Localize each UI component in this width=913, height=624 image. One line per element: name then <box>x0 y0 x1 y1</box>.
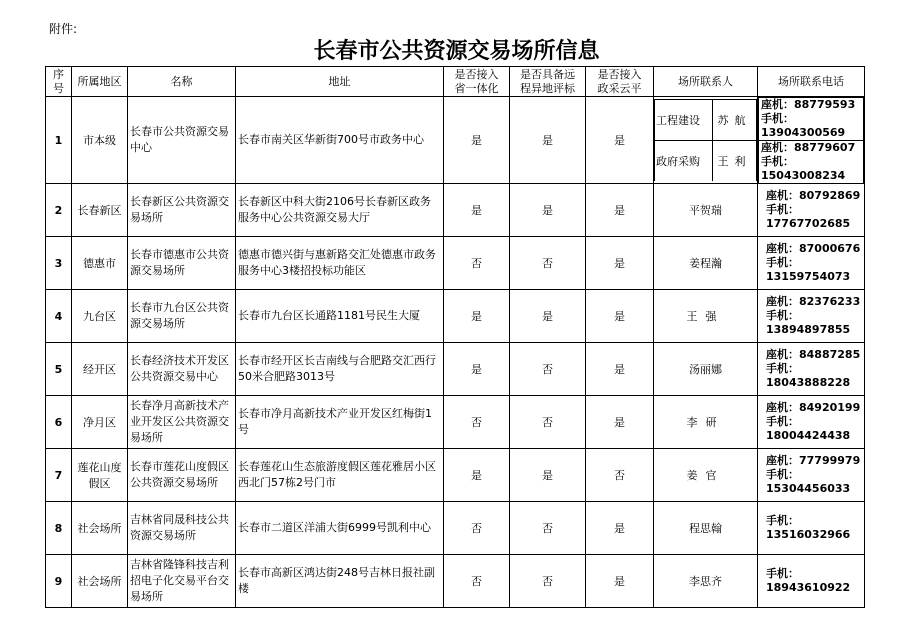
row-province: 否 <box>444 502 510 555</box>
mobile: 手机：18043888228 <box>766 362 851 389</box>
row-province: 否 <box>444 237 510 290</box>
table-row <box>46 555 865 608</box>
contact-person: 苏航 <box>713 100 757 141</box>
row-remote: 否 <box>510 343 586 396</box>
row-seq: 2 <box>46 184 72 237</box>
mobile: 手机：13516032966 <box>766 514 851 541</box>
row-seq: 7 <box>46 449 72 502</box>
row-phone <box>758 97 865 184</box>
row-name: 长春市公共资源交易中心 <box>128 97 236 184</box>
row-address: 德惠市德兴街与惠新路交汇处德惠市政务服务中心3楼招投标功能区 <box>236 237 444 290</box>
row-region: 市本级 <box>72 97 128 184</box>
header-remote-line1: 是否具备远 <box>520 67 575 81</box>
row-name: 长春净月高新技术产业开发区公共资源交易场所 <box>128 396 236 449</box>
table-row <box>46 502 865 555</box>
landline: 座机：88779607 <box>761 141 856 154</box>
row-cloud: 是 <box>586 237 654 290</box>
mobile: 手机：18004424438 <box>766 415 851 442</box>
row-seq: 5 <box>46 343 72 396</box>
row-phone <box>758 290 865 343</box>
row-contact: 李思齐 <box>654 555 758 608</box>
row-contact: 姜程瀚 <box>654 237 758 290</box>
row-phone <box>758 449 865 502</box>
contact-subtable <box>654 99 757 181</box>
header-cloud-line2: 政采云平 <box>597 81 642 95</box>
row-remote: 否 <box>510 396 586 449</box>
row-region: 莲花山度假区 <box>72 449 128 502</box>
header-province <box>444 67 510 97</box>
row-contact: 汤丽娜 <box>654 343 758 396</box>
header-region: 所属地区 <box>72 67 128 97</box>
contact-person: 王利 <box>713 141 757 182</box>
header-name: 名称 <box>128 67 236 97</box>
landline: 座机：84920199 <box>766 401 861 414</box>
row-phone <box>758 555 865 608</box>
header-province-line2: 省一体化 <box>454 81 499 95</box>
row-cloud: 是 <box>586 502 654 555</box>
contact-dept: 工程建设 <box>655 100 713 141</box>
row-seq: 1 <box>46 97 72 184</box>
row-name: 长春市德惠市公共资源交易场所 <box>128 237 236 290</box>
row-cloud: 是 <box>586 184 654 237</box>
row-address: 长春新区中科大街2106号长春新区政务服务中心公共资源交易大厅 <box>236 184 444 237</box>
row-remote: 否 <box>510 237 586 290</box>
row-cloud: 是 <box>586 97 654 184</box>
row-province: 是 <box>444 343 510 396</box>
row-province: 否 <box>444 555 510 608</box>
header-contact: 场所联系人 <box>654 67 758 97</box>
row-address: 长春市九台区长通路1181号民生大厦 <box>236 290 444 343</box>
row-phone <box>758 343 865 396</box>
header-address: 地址 <box>236 67 444 97</box>
row-name: 长春经济技术开发区公共资源交易中心 <box>128 343 236 396</box>
row-address: 长春市经开区长吉南线与合肥路交汇西行50米合肥路3013号 <box>236 343 444 396</box>
header-cloud <box>586 67 654 97</box>
row-province: 是 <box>444 290 510 343</box>
row-province: 否 <box>444 396 510 449</box>
row-province: 是 <box>444 449 510 502</box>
row-name: 长春市莲花山度假区公共资源交易场所 <box>128 449 236 502</box>
table-row <box>46 396 865 449</box>
row-cloud: 是 <box>586 555 654 608</box>
row-cloud: 是 <box>586 290 654 343</box>
page-title: 长春市公共资源交易场所信息 <box>313 39 600 64</box>
mobile: 手机：15043008234 <box>761 155 846 182</box>
row-region: 九台区 <box>72 290 128 343</box>
table-row <box>46 184 865 237</box>
mobile: 手机：13904300569 <box>761 112 846 139</box>
row-remote: 是 <box>510 184 586 237</box>
row-region: 社会场所 <box>72 555 128 608</box>
row-region: 经开区 <box>72 343 128 396</box>
header-cloud-line1: 是否接入 <box>597 67 642 81</box>
phone-subtable <box>758 97 864 183</box>
row-region: 社会场所 <box>72 502 128 555</box>
row-name: 吉林省隆锋科技吉利招电子化交易平台交易场所 <box>128 555 236 608</box>
row-cloud: 是 <box>586 343 654 396</box>
row-province: 是 <box>444 184 510 237</box>
landline: 座机：88779593 <box>761 98 856 111</box>
table-row <box>46 343 865 396</box>
header-remote-line2: 程异地评标 <box>520 81 575 95</box>
row-address: 长春市高新区鸿达街248号吉林日报社副楼 <box>236 555 444 608</box>
mobile: 手机：18943610922 <box>766 567 851 594</box>
row-seq: 8 <box>46 502 72 555</box>
row-phone <box>758 237 865 290</box>
row-contact: 姜官 <box>654 449 758 502</box>
landline: 座机：80792869 <box>766 189 861 202</box>
row-contact: 平贺瑞 <box>654 184 758 237</box>
row-name: 长春新区公共资源交易场所 <box>128 184 236 237</box>
contact-dept: 政府采购 <box>655 141 713 182</box>
table-row <box>46 237 865 290</box>
landline: 座机：77799979 <box>766 454 861 467</box>
row-region: 净月区 <box>72 396 128 449</box>
row-phone <box>758 184 865 237</box>
row-remote: 是 <box>510 449 586 502</box>
row-remote: 是 <box>510 97 586 184</box>
table-row <box>46 449 865 502</box>
row-address: 长春市二道区洋浦大街6999号凯利中心 <box>236 502 444 555</box>
row-remote: 否 <box>510 555 586 608</box>
row-phone <box>758 396 865 449</box>
row-contact: 程思翰 <box>654 502 758 555</box>
landline: 座机：84887285 <box>766 348 861 361</box>
table-row <box>46 290 865 343</box>
row-address: 长春市净月高新技术产业开发区红梅街1号 <box>236 396 444 449</box>
mobile: 手机：13159754073 <box>766 256 851 283</box>
header-seq: 序号 <box>46 67 72 97</box>
row-seq: 3 <box>46 237 72 290</box>
row-province: 是 <box>444 97 510 184</box>
row-name: 吉林省同晟科技公共资源交易场所 <box>128 502 236 555</box>
mobile: 手机：17767702685 <box>766 203 851 230</box>
landline: 座机：82376233 <box>766 295 861 308</box>
header-province-line1: 是否接入 <box>454 67 499 81</box>
row-address: 长春莲花山生态旅游度假区莲花雅居小区西北门57栋2号门市 <box>236 449 444 502</box>
row-region: 长春新区 <box>72 184 128 237</box>
row-cloud: 是 <box>586 396 654 449</box>
header-remote <box>510 67 586 97</box>
row-seq: 9 <box>46 555 72 608</box>
attachment-label: 附件: <box>49 22 78 36</box>
header-phone: 场所联系电话 <box>758 67 865 97</box>
row-seq: 6 <box>46 396 72 449</box>
table-row <box>46 97 865 184</box>
landline: 座机：87000676 <box>766 242 861 255</box>
row-contact <box>654 97 758 184</box>
row-remote: 是 <box>510 290 586 343</box>
venue-table <box>45 66 865 608</box>
mobile: 手机：13894897855 <box>766 309 851 336</box>
row-name: 长春市九台区公共资源交易场所 <box>128 290 236 343</box>
mobile: 手机：15304456033 <box>766 468 851 495</box>
row-contact: 王强 <box>654 290 758 343</box>
row-contact: 李研 <box>654 396 758 449</box>
row-remote: 否 <box>510 502 586 555</box>
row-cloud: 否 <box>586 449 654 502</box>
row-phone <box>758 502 865 555</box>
row-seq: 4 <box>46 290 72 343</box>
row-address: 长春市南关区华新街700号市政务中心 <box>236 97 444 184</box>
table-header-row <box>46 67 865 97</box>
row-region: 德惠市 <box>72 237 128 290</box>
